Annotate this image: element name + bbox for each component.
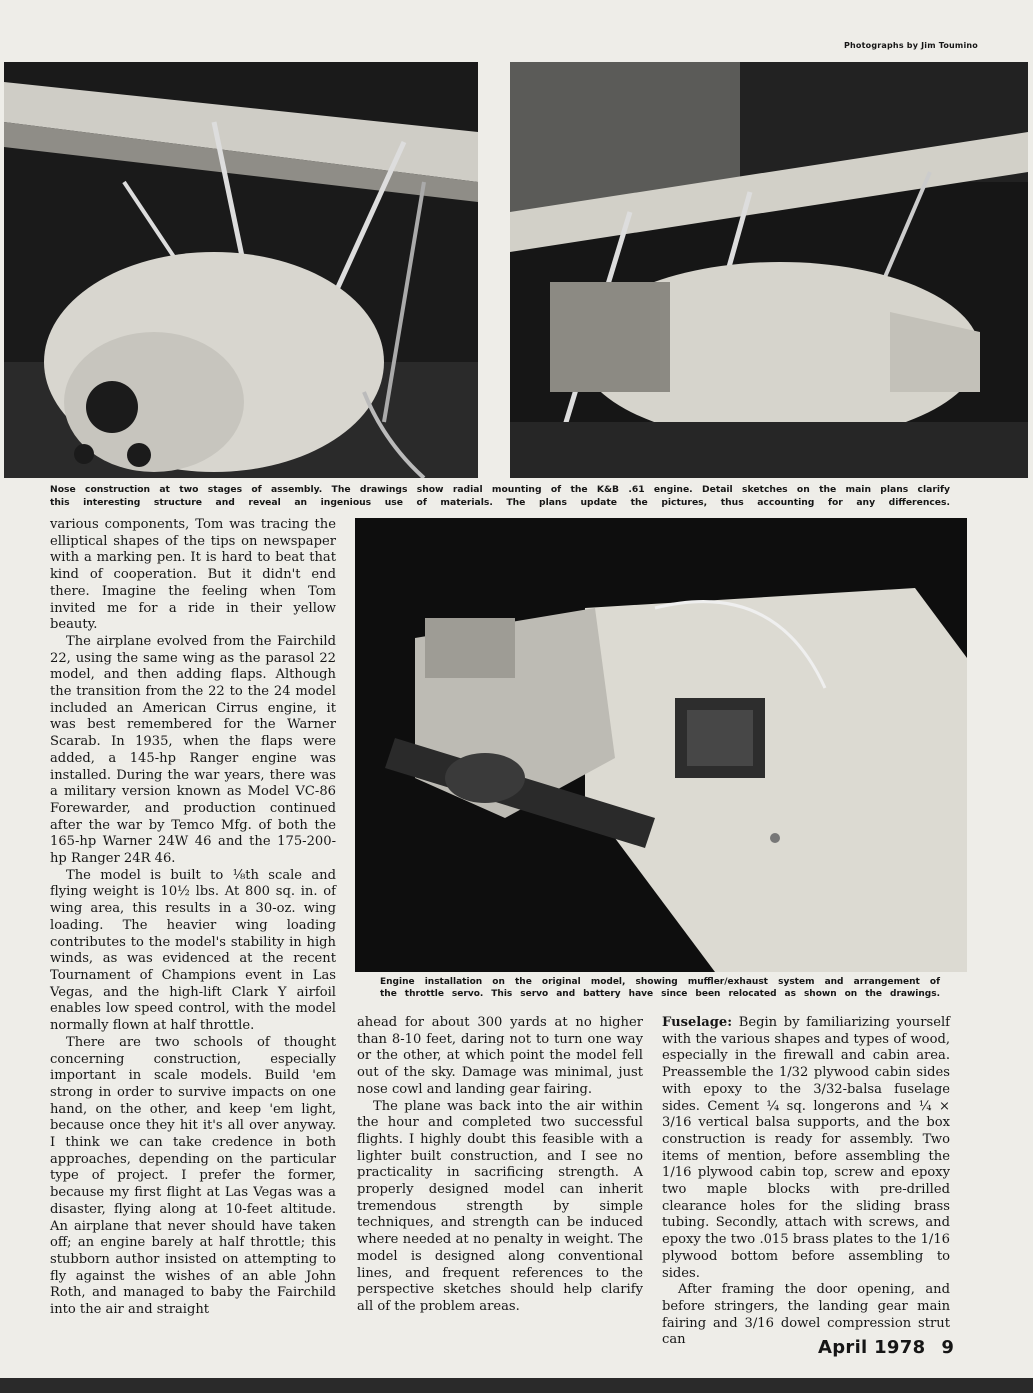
nose-view-icon xyxy=(4,62,478,478)
text-column-1 xyxy=(50,517,336,1319)
paragraph: various components, Tom was tracing the elliptical shapes of the tips on newspaper with a marking pen. It is hard to beat that kind of cooperation. But it didn't end there. Imagine the feeling when Tom invited me for a ride in their yellow beauty. xyxy=(50,517,336,633)
caption-engine-installation xyxy=(380,976,940,1000)
photo-cabin-construction xyxy=(510,62,1028,478)
photo-nose-construction xyxy=(4,62,478,478)
text-column-2 xyxy=(357,1015,643,1316)
paragraph: After framing the door opening, and before stringers, the landing gear main fairing and 3/16 dowel compression strut can xyxy=(662,1282,950,1348)
caption-line: Engine installation on the original model, showing muffler/exhaust system and arrangement of xyxy=(380,977,940,987)
page-edge xyxy=(0,1378,1033,1393)
caption-line: the throttle servo. This servo and battery have since been relocated as shown on the drawings. xyxy=(380,989,940,999)
paragraph: Begin by familiarizing yourself with the various shapes and types of wood, especially in the firewall and cabin area. Preassemble the 1/32 plywood cabin sides with epoxy to the 3/32-balsa fuselage sides. Cement ¼ sq. longerons and ¼ × 3/16 vertical balsa supports, and the box construction is ready for assembly. Two items of mention, before assembling the 1/16 plywood cabin top, screw and epoxy two maple blocks with pre-drilled clearance holes for the sliding brass tubing. Secondly, attach with screws, and epoxy the two .015 brass plates to the 1/16 plywood bottom before assembling to sides. xyxy=(662,1015,950,1281)
caption-line: Nose construction at two stages of assembly. The drawings show radial mounting of the K&B .61 engine. Detail sketches on the main plans clarify xyxy=(50,484,950,495)
caption-line: this interesting structure and reveal an ingenious use of materials. The plans update the pictures, thus accounting for any differences. xyxy=(50,497,950,508)
cabin-side-view-icon xyxy=(510,62,1028,478)
section-heading: Fuselage: xyxy=(662,1015,733,1030)
photo-credit: Photographs by Jim Toumino xyxy=(843,41,978,50)
page-number: 9 xyxy=(941,1337,955,1358)
photo-engine-installation xyxy=(355,518,967,972)
caption-nose-construction xyxy=(50,483,950,509)
paragraph: The airplane evolved from the Fairchild 22, using the same wing as the parasol 22 model, and then adding flaps. Although the transition from the 22 to the 24 model included an American Cirrus engine, it was best remembered for the Warner Scarab. In 1935, when the flaps were added, a 145-hp Ranger engine was installed. During the war years, there was a military version known as Model VC-86 Forewarder, and production continued after the war by Temco Mfg. of both the 165-hp Warner 24W 46 and the 175-200-hp Ranger 24R 46. xyxy=(50,633,336,867)
paragraph: The model is built to ⅛th scale and flying weight is 10½ lbs. At 800 sq. in. of wing area, this results in a 30-oz. wing loading. The heavier wing loading contributes to the model's stability in high winds, as was evidenced at the recent Tournament of Champions event in Las Vegas, and the high-lift Clark Y airfoil enables low speed control, with the model normally flown at half throttle. xyxy=(50,867,336,1034)
issue-date: April 1978 xyxy=(818,1337,926,1358)
paragraph: There are two schools of thought concerning construction, especially important in scale models. Build 'em strong in order to survive impacts on one hand, on the other, and keep 'em light, because once they hit it's all over anyway. I think we can take credence in both approaches, depending on the particular type of project. I prefer the former, because my first flight at Las Vegas was a disaster, flying along at 10-feet altitude. An airplane that never should have taken off; an engine barely at half throttle; this stubborn author insisted on attempting to fly against the wishes of an able John Roth, and managed to baby the Fairchild into the air and straight xyxy=(50,1034,336,1318)
engine-installation-icon xyxy=(355,518,967,972)
page-folio xyxy=(818,1337,954,1358)
paragraph: ahead for about 300 yards at no higher than 8-10 feet, daring not to turn one way or the other, at which point the model fell out of the sky. Damage was minimal, just nose cowl and landing gear fairing. xyxy=(357,1015,643,1097)
paragraph: The plane was back into the air within the hour and completed two successful flights. I highly doubt this feasible with a lighter built construction, and I see no practicality in sacrificing strength. A properly designed model can inherit tremendous strength by simple techniques, and strength can be induced where needed at no penalty in weight. The model is designed along conventional lines, and frequent references to the perspective sketches should help clarify all of the problem areas. xyxy=(357,1098,643,1314)
text-column-3 xyxy=(662,1015,950,1349)
